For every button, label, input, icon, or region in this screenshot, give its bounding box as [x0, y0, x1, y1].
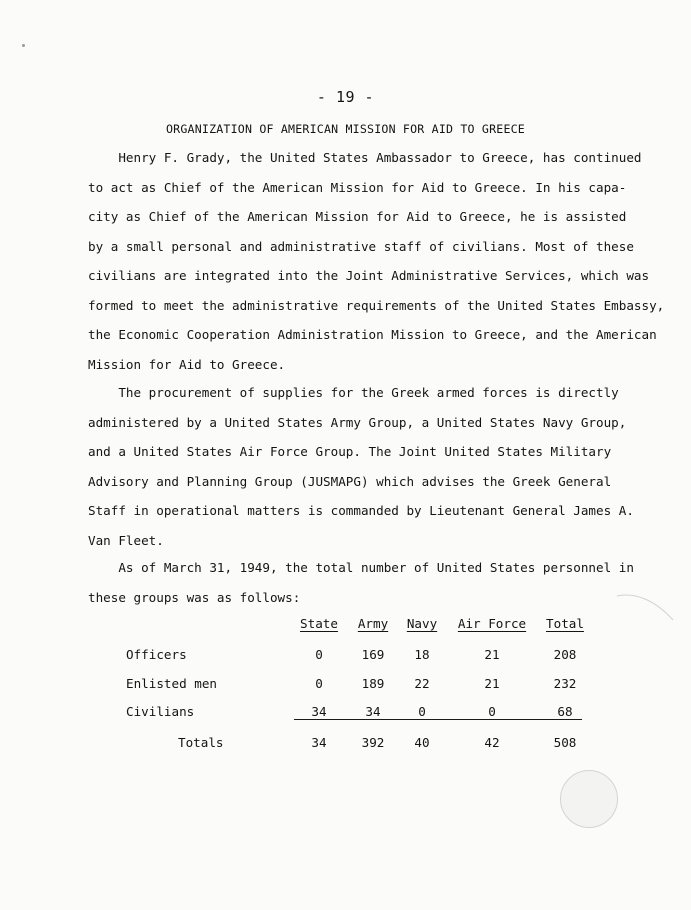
paragraph-line: and a United States Air Force Group. The Joint United States Military [88, 444, 612, 459]
table-cell: 232 [553, 676, 577, 691]
sum-rule-line [294, 719, 582, 720]
table-cell: 34 [365, 704, 381, 719]
row-label-enlisted-men: Enlisted men [126, 676, 217, 691]
column-header-total: Total [546, 616, 584, 631]
page-number: - 19 - [316, 88, 375, 106]
scan-speck [22, 44, 25, 47]
table-cell: 508 [553, 735, 577, 750]
table-totals-row [118, 735, 598, 757]
table-cell: 22 [414, 676, 430, 691]
paragraph-line: As of March 31, 1949, the total number of United States personnel in [88, 560, 634, 575]
table-cell: 189 [361, 676, 385, 691]
row-label-totals: Totals [178, 735, 224, 750]
table-cell: 0 [315, 676, 323, 691]
table-cell: 208 [553, 647, 577, 662]
table-cell: 18 [414, 647, 430, 662]
table-cell: 0 [418, 704, 426, 719]
paragraph-line: formed to meet the administrative requirements of the United States Embassy, [88, 297, 665, 313]
column-header-navy: Navy [406, 616, 438, 631]
table-row [118, 676, 598, 698]
paragraph-line: civilians are integrated into the Joint Administrative Services, which was [88, 268, 650, 283]
table-cell: 392 [361, 735, 385, 750]
row-label-officers: Officers [126, 647, 187, 662]
paragraph-line: The procurement of supplies for the Greek armed forces is directly [88, 385, 619, 400]
column-header-air-force: Air Force [457, 616, 527, 631]
column-header-army: Army [357, 616, 389, 631]
scan-smudge [615, 590, 675, 630]
table-row [118, 647, 598, 669]
table-cell: 40 [414, 735, 430, 750]
archive-stamp [560, 770, 618, 828]
table-cell: 21 [484, 676, 500, 691]
table-row [118, 704, 598, 726]
paragraph-line: these groups was as follows: [88, 589, 301, 605]
table-cell: 169 [361, 647, 385, 662]
paragraph-line: Advisory and Planning Group (JUSMAPG) which advises the Greek General [88, 473, 612, 489]
table-cell: 21 [484, 647, 500, 662]
paragraph-line: by a small personal and administrative staff of civilians. Most of these [88, 238, 634, 254]
table-cell: 68 [557, 704, 573, 719]
table-header-row [118, 616, 598, 638]
table-cell: 34 [311, 704, 327, 719]
paragraph-line: the Economic Cooperation Administration Mission to Greece, and the American [88, 327, 657, 342]
paragraph-line: to act as Chief of the American Mission for Aid to Greece. In his capa- [88, 179, 627, 195]
paragraph-line: city as Chief of the American Mission for Aid to Greece, he is assisted [88, 209, 627, 224]
paragraph-line: Mission for Aid to Greece. [88, 356, 286, 372]
paragraph-line: Henry F. Grady, the United States Ambassador to Greece, has continued [88, 150, 642, 165]
column-header-state: State [300, 616, 338, 631]
section-title: ORGANIZATION OF AMERICAN MISSION FOR AID TO GREECE [165, 122, 525, 136]
paragraph-procurement [88, 378, 648, 555]
paragraph-line: administered by a United States Army Group, a United States Navy Group, [88, 414, 627, 430]
paragraph-mission-chief [88, 143, 665, 379]
paragraph-personnel-intro [88, 553, 648, 612]
table-cell: 34 [311, 735, 327, 750]
paragraph-line: Van Fleet. [88, 532, 164, 548]
row-label-civilians: Civilians [126, 704, 195, 719]
table-cell: 42 [484, 735, 500, 750]
table-cell: 0 [315, 647, 323, 662]
paragraph-line: Staff in operational matters is commanded by Lieutenant General James A. [88, 503, 634, 518]
table-cell: 0 [488, 704, 496, 719]
